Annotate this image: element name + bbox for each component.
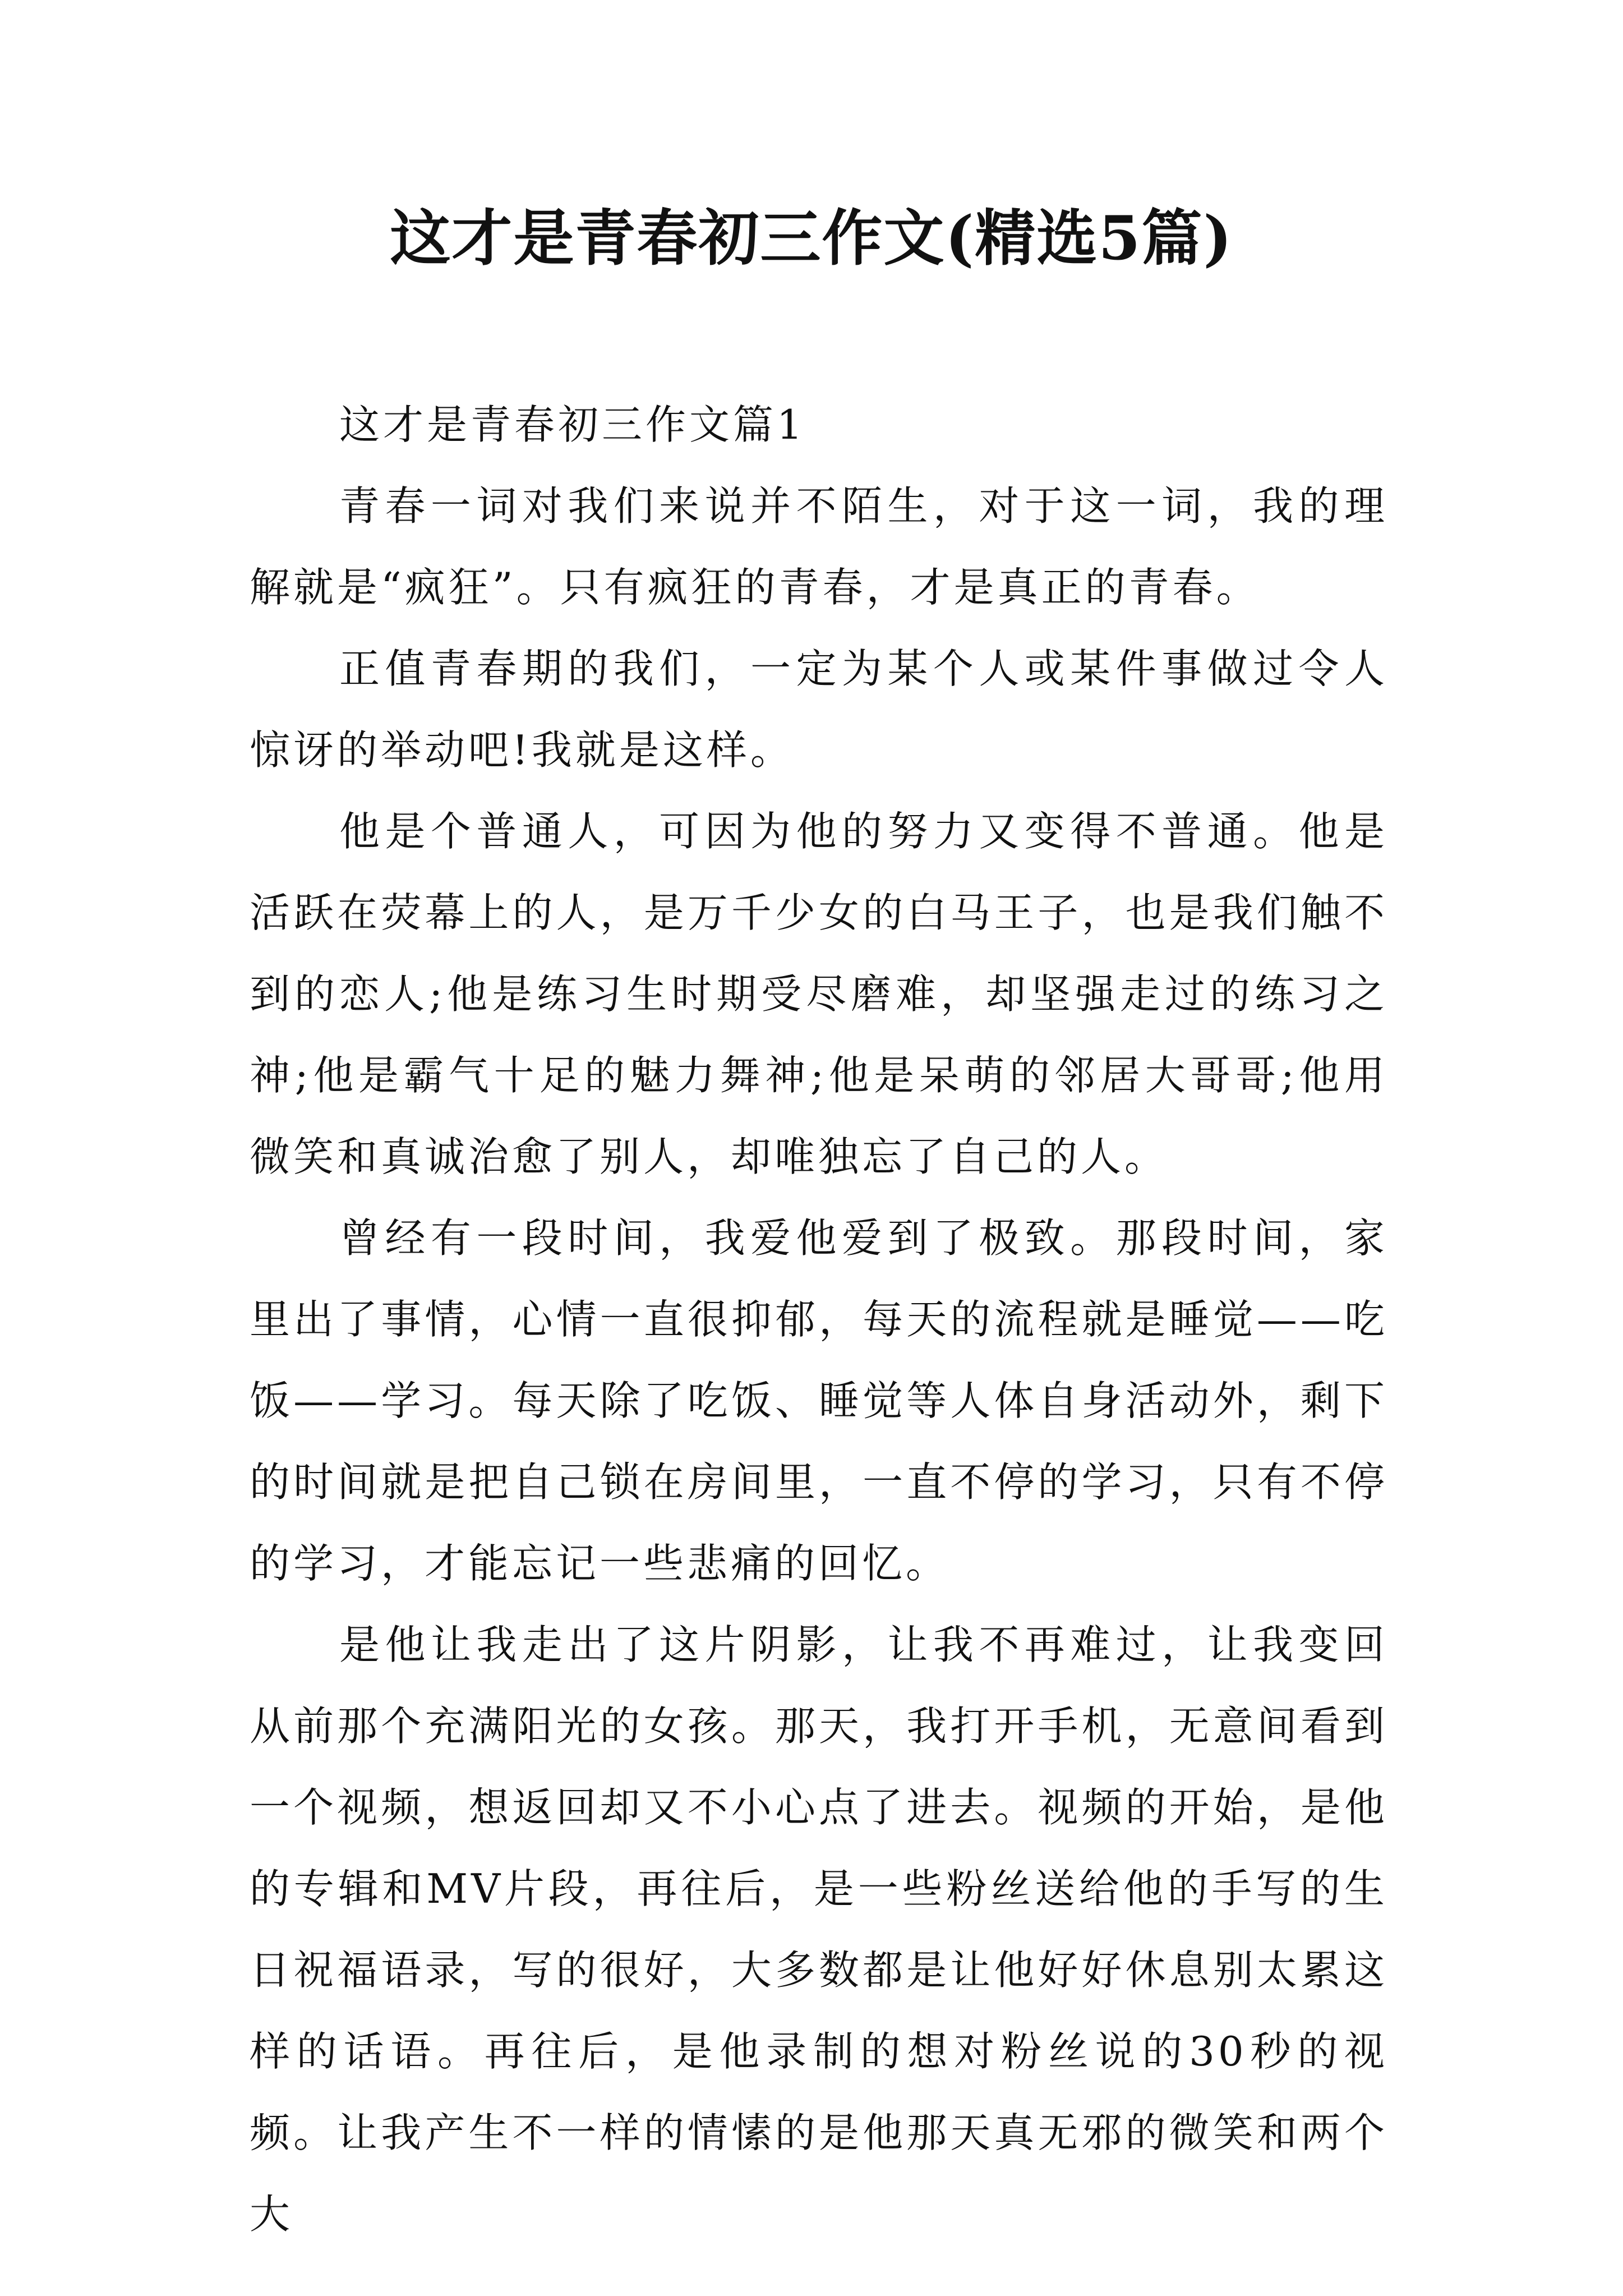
document-title: 这才是青春初三作文(精选5篇) <box>390 203 1233 274</box>
paragraph-4: 曾经有一段时间，我爱他爱到了极致。那段时间，家里出了事情，心情一直很抑郁，每天的流程就是睡觉——吃饭——学习。每天除了吃饭、睡觉等人体自身活动外，剩下的时间就是把自己锁在房间里，一直不停的学习，只有不停的学习，才能忘记一些悲痛的回忆。 <box>250 1214 1388 1587</box>
paragraph-2: 正值青春期的我们，一定为某个人或某件事做过令人惊讶的举动吧!我就是这样。 <box>250 645 1388 774</box>
paragraph-1: 青春一词对我们来说并不陌生，对于这一词，我的理解就是“疯狂”。只有疯狂的青春，才是真正的青春。 <box>250 482 1388 611</box>
document-body <box>250 384 1388 2255</box>
paragraph-3: 他是个普通人，可因为他的努力又变得不普通。他是活跃在荧幕上的人，是万千少女的白马王子，也是我们触不到的恋人;他是练习生时期受尽磨难，却坚强走过的练习之神;他是霸气十足的魅力舞神;他是呆萌的邻居大哥哥;他用微笑和真诚治愈了别人，却唯独忘了自己的人。 <box>250 808 1388 1180</box>
paragraph-5: 是他让我走出了这片阴影，让我不再难过，让我变回从前那个充满阳光的女孩。那天，我打开手机，无意间看到一个视频，想返回却又不小心点了进去。视频的开始，是他的专辑和MV片段，再往后，是一些粉丝送给他的手写的生日祝福语录，写的很好，大多数都是让他好好休息别太累这样的话语。再往后，是他录制的想对粉丝说的30秒的视频。让我产生不一样的情愫的是他那天真无邪的微笑和两个大 <box>250 1621 1388 2238</box>
section-heading: 这才是青春初三作文篇1 <box>339 401 806 448</box>
